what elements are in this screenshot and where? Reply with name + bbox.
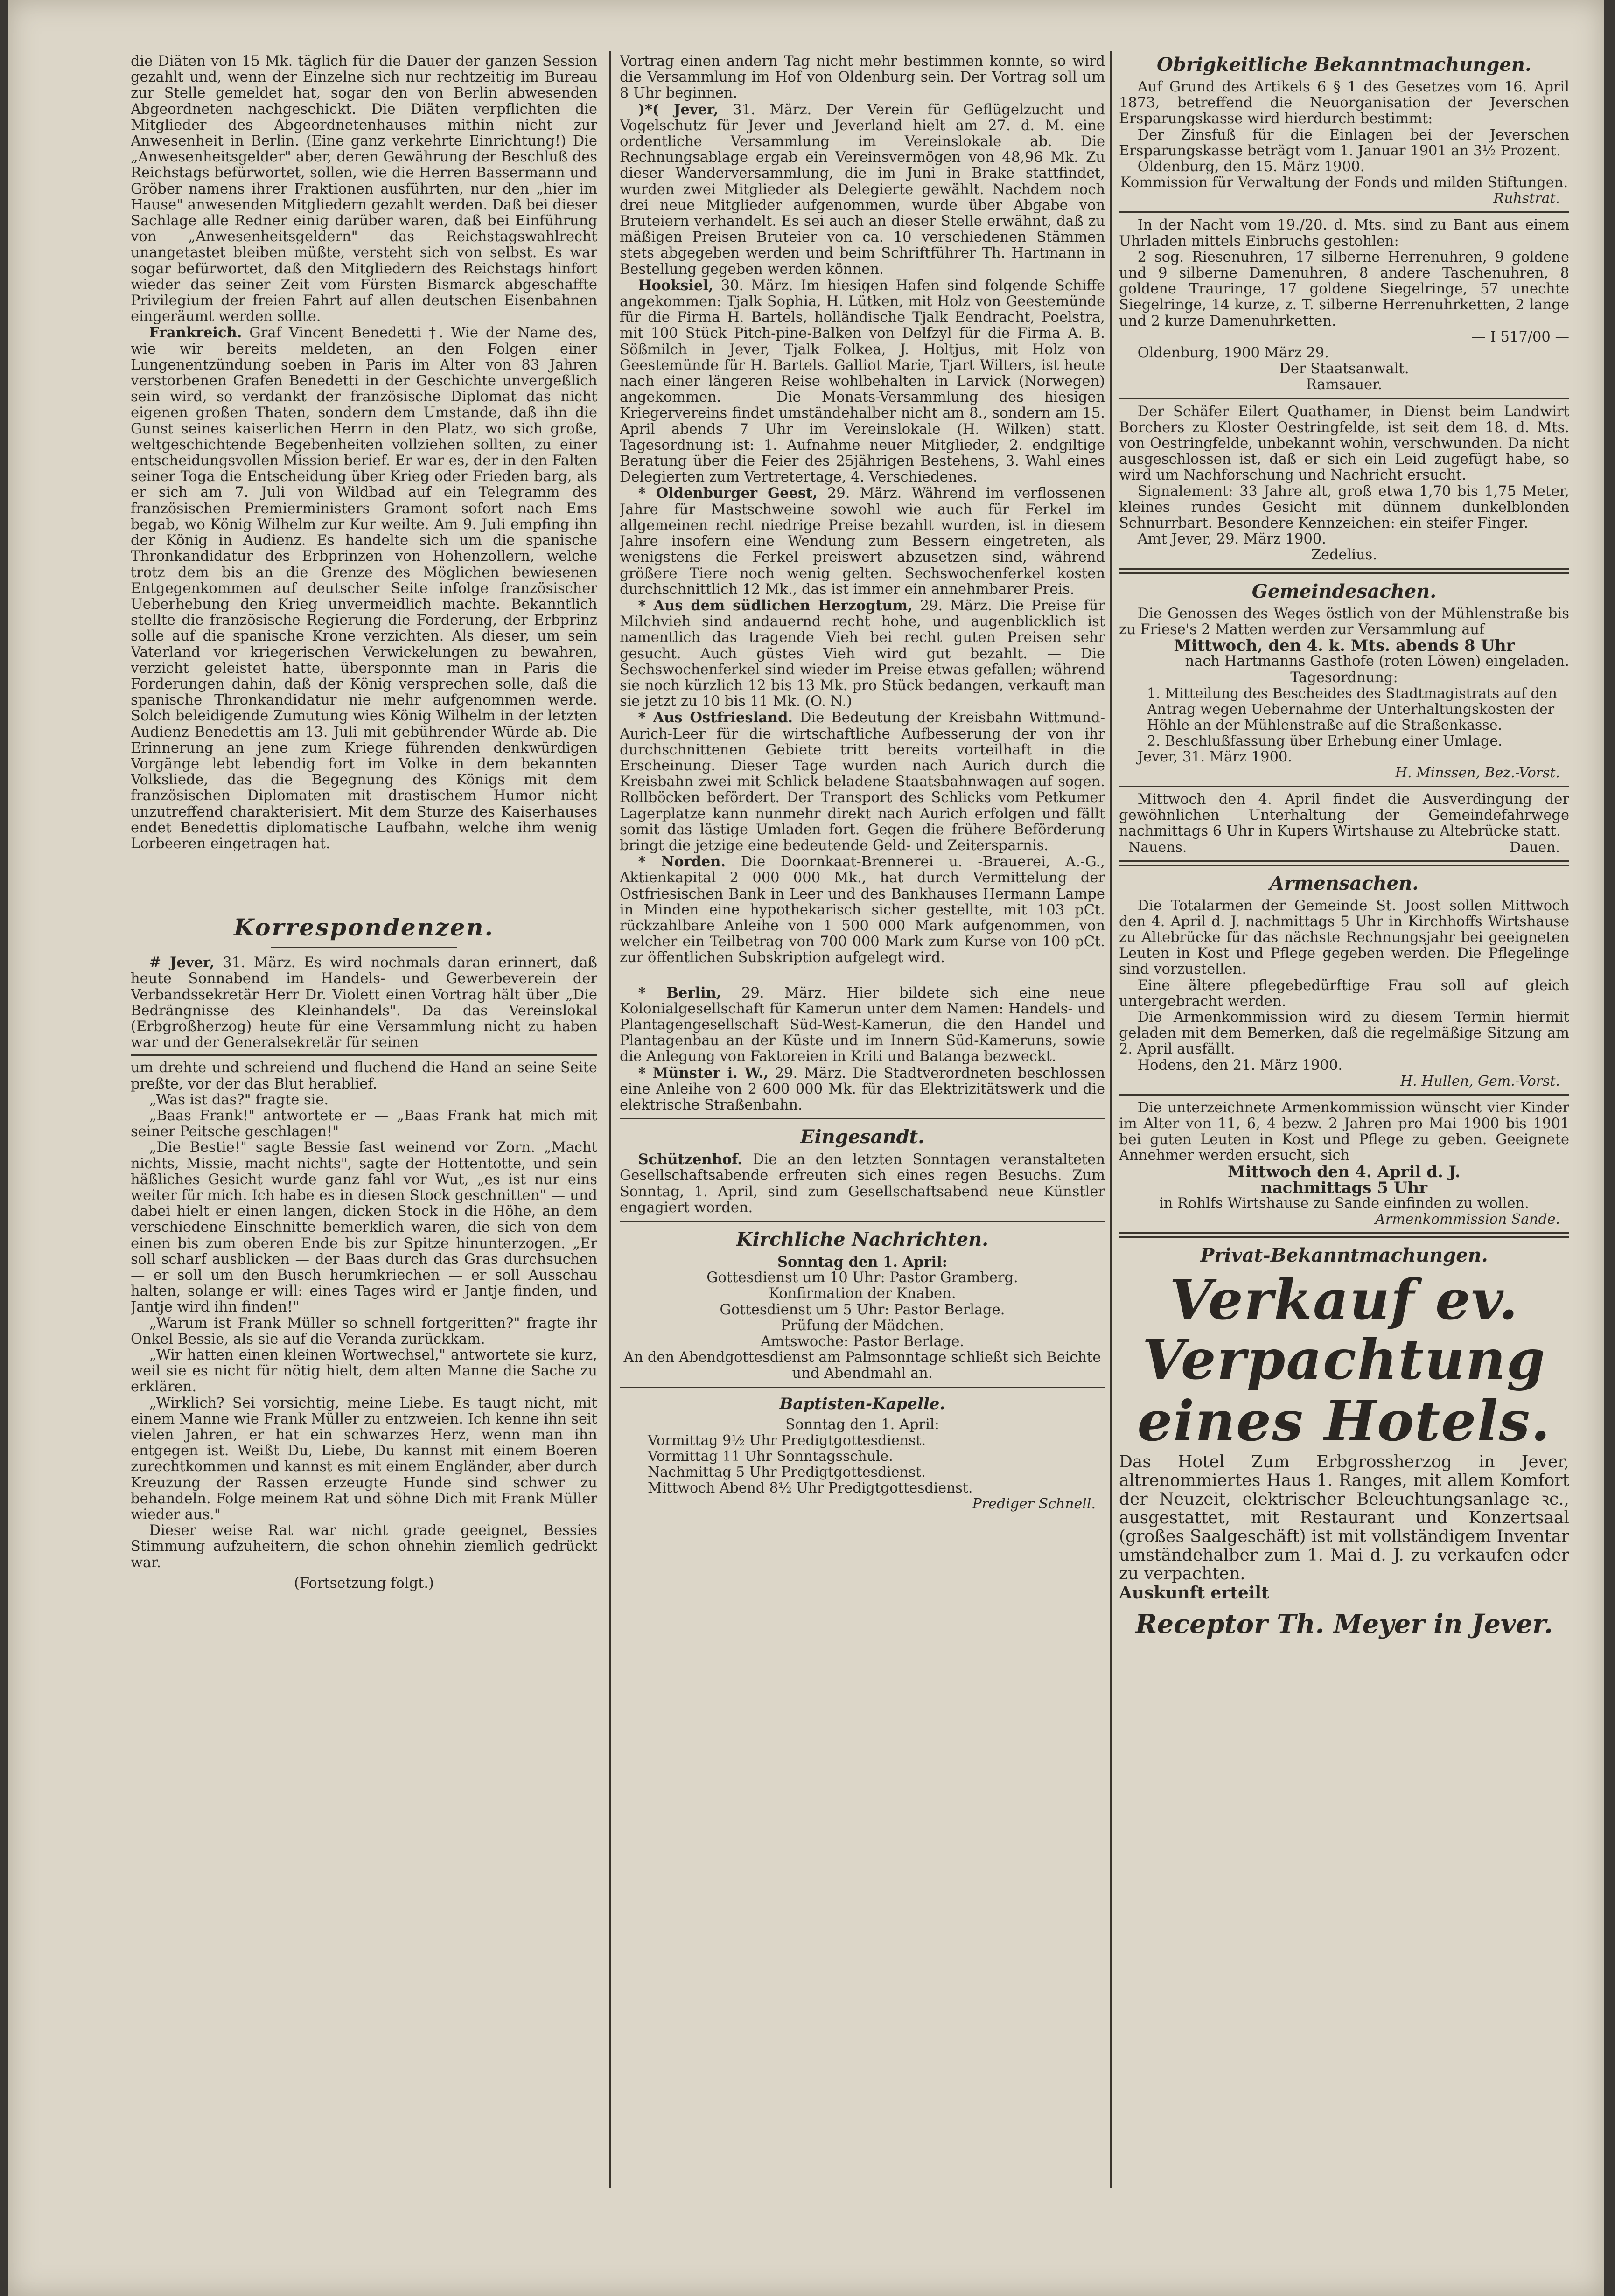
article-jever-vortrag (131, 955, 597, 1051)
section-heading-korrespondenzen: Korrespondenzen. (233, 914, 495, 942)
notice-text: Die unterzeichnete Armenkommission wünscht vier Kinder im Alter von 11, 6, 4 bezw. 2 Jahren pro Mai 1900 bis 1901 bei guten Leuten in Kost und Pflege zu geben. Geeignete Annehmer werden ersucht, sich (1119, 1099, 1569, 1164)
notice-signature: Ramsauer. (1306, 377, 1383, 393)
list-item: 2. Beschlußfassung über Erhebung einer Umlage. (1147, 733, 1503, 749)
article-lead: * Norden. (638, 853, 726, 871)
notice-text: Eine ältere pflegebedürftige Frau soll auf gleich untergebracht werden. (1119, 977, 1569, 1010)
list-item: Vormittag 11 Uhr Sonntagsschule. (648, 1448, 893, 1465)
bapt-signature: Prediger Schnell. (972, 1495, 1096, 1512)
article-ostfriesland (620, 710, 1105, 854)
serial-text: „Wir hatten einen kleinen Wortwechsel," antwortete sie kurz, weil sie es nicht für nötig hielt, dem alten Manne die Sache zu erklären. (131, 1347, 597, 1396)
notice-text: Signalement: 33 Jahre alt, groß etwa 1,70 bis 1,75 Meter, kleines rundes Gesicht mit dünnem dunkelblonden Schnurrbart. Besondere Kennzeichen: ein steifer Finger. (1119, 483, 1569, 532)
article-lead: * Aus dem südlichen Herzogtum, (638, 597, 913, 614)
article-body: 31. März. Der Verein für Geflügelzucht und Vogelschutz für Jever und Jeverland hielt am 27. d. M. eine ordentliche Versammlung im Vereinslokale ab. Die Rechnungsablage ergab ein Vereinsvermögen von 48,96 Mk. Zu dieser Wanderversammlung, die im Juni in Brake stattfindet, wurden zwei Mitglieder als Delegierte gewählt. Nachdem noch drei neue Mitglieder aufgenommen, wurde über Abgabe von Bruteiern verhandelt. Es sei auch an dieser Stelle erwähnt, daß zu mäßigen Preisen Bruteier von ca. 10 verschiedenen Stämmen stets abgegeben werden und beim Schriftführer Th. Hartmann in Bestellung gegeben werden können. (620, 101, 1105, 278)
article-frankreich (131, 325, 597, 852)
article-body: Die Doornkaat-Brennerei u. -Brauerei, A.-G., Aktienkapital 2 000 000 Mk., hat durch Vermittelung der Ostfriesischen Bank in Leer und des Bankhauses Hermann Lampe in Minden eine hypothekarisch sicher gestellte, mit 103 pCt. rückzahlbare Anleihe von 1 500 000 Mark aufgenommen, von welcher ein Teilbetrag von 700 000 Mark zum Kurse von 100 pCt. zur öffentlichen Subskription aufgelegt wird. (620, 854, 1105, 966)
article-body: Graf Vincent Benedetti †. Wie der Name des, wie wir bereits meldeten, an den Folgen einer Lungenentzündung soeben in Paris im Alter von 83 Jahren verstorbenen Grafen Benedetti in der Geschichte unvergeßlich sein wird, so verdankt der französische Diplomat das nicht eigenen großen Thaten, sondern dem Umstande, daß ihn die Gunst seines kaiserlichen Herrn in den Platz, wo sich große, weltgeschichtende Begebenheiten vollziehen sollten, zu einer entscheidungsvollen Mission berief. Er war es, der in den Falten seiner Toga die Entscheidung über Krieg oder Frieden barg, als er sich am 7. Juli von Wildbad auf ein Telegramm des französischen Premierministers Gramont sofort nach Ems begab, wo König Wilhelm zur Kur weilte. Am 9. Juli empfing ihn der König in Audienz. Es handelte sich um die spanische Thronkandidatur des Erbprinzen von Hohenzollern, welche trotz dem bis an die Grenze des Möglichen bewiesenen Entgegenkommen auf deutscher Seite infolge französischer Ueberhebung den Krieg unvermeidlich machte. Bekanntlich stellte die französische Regierung die Forderung, der Erbprinz solle auf die spanische Krone verzichten. Als dieser, um sein Vaterland vor kriegerischen Verwickelungen zu bewahren, verzicht geleistet hatte, übersponnte man in Paris die Forderungen dahin, daß der König versprechen solle, daß die spanische Thronkandidatur nie mehr aufgenommen werde. Solch beleidigende Zumutung wies König Wilhelm in der letzten Audienz Benedettis am 13. Juli mit gebührender Würde ab. Die Erinnerung an jene zum Kriege führenden denkwürdigen Vorgänge lebt lebendig fort im Volke in dem bekannten Volksliede, das die Begegnung des Königs mit dem französischen Diplomaten mit drastischem Humor nicht unzutreffend charakterisiert. Mit dem Sturze des Kaiserhauses endet Benedettis diplomatische Laufbahn, welche ihm wenig Lorbeeren eingetragen hat. (131, 325, 597, 852)
article-lead: * Oldenburger Geest, (638, 485, 818, 502)
notice-signature: H. Hullen, Gem.-Vorst. (1400, 1073, 1560, 1089)
article-lead: Hooksiel, (638, 277, 713, 294)
list-item: Prüfung der Mädchen. (781, 1317, 944, 1334)
section-heading-baptisten: Baptisten-Kapelle. (779, 1394, 945, 1413)
notice-authority: Kommission für Verwaltung der Fonds und milden Stiftungen. (1120, 174, 1568, 191)
article-lead: * Berlin, (638, 984, 721, 1001)
article-oldenburger-geest (620, 485, 1105, 597)
article-diaeten: die Diäten von 15 Mk. täglich für die Dauer der ganzen Session gezahlt und, wenn der Einzelne sich nur rechtzeitig im Bureau zur Stelle gemeldet hat, sogar den von Berlin abwesenden Abgeordneten nachgeschickt. Die Diäten verpflichten die Mitglieder des Abgeordnetenhauses mithin nicht zur Anwesenheit in Berlin. (Eine ganz verkehrte Einrichtung!) Die „Anwesenheitsgelder" aber, deren Gewährung der Beschluß des Reichstags befürwortet, sollen, wie die Herren Bassermann und Gröber namens ihrer Fraktionen ausführten, nur den „hier im Hause" anwesenden Mitgliedern gezahlt werden. Daß bei dieser Sachlage alle Redner einig darüber waren, daß bei Einführung von „Anwesenheitsgeldern" das Reichstagswahlrecht unangetastet bleiben müßte, versteht sich von selbst. Es war sogar befürwortet, daß den Mitgliedern des Reichstags hinfort wieder das seiner Zeit vom Fürsten Bismarck abgeschaffte Privilegium der freien Fahrt auf allen deutschen Eisenbahnen eingeräumt werden sollte. (131, 54, 597, 325)
article-norden (620, 854, 1105, 966)
article-suedliches-herzogtum (620, 598, 1105, 710)
section-heading-kirchliche: Kirchliche Nachrichten. (736, 1228, 989, 1251)
notice-emphasis: Mittwoch den 4. April d. J. (1228, 1162, 1461, 1181)
kirch-list (620, 1270, 1105, 1382)
notice-signature: Armenkommission Sande. (1375, 1211, 1560, 1228)
notice-authority: Der Staatsanwalt. (1279, 361, 1409, 377)
notice-text: Mittwoch den 4. April findet die Ausverdingung der gewöhnlichen Unterhaltung der Gemeindefahrwege nachmittags 6 Uhr in Kupers Wirtshause zu Altebrücke statt. (1119, 791, 1569, 840)
ad-text: Das Hotel Zum Erbgrossherzog in Jever, altrenommiertes Haus 1. Ranges, mit allem Komfort der Neuzeit, elektrischer Beleuchtungsanlage ꝛc., ausgestattet, mit Restaurant und Konzertsaal (großes Saalgeschäft) ist mit vollständigem Inventar umständehalber zum 1. Mai d. J. zu verkaufen oder zu verpachten. (1119, 1452, 1569, 1584)
notice-date: Oldenburg, den 15. März 1900. (1137, 159, 1365, 175)
serial-text: „Wirklich? Sei vorsichtig, meine Liebe. Es taugt nicht, mit einem Manne wie Frank Müller zu entzweien. Ich kenne ihn seit vielen Jahren, er hat ein schwarzes Herz, wenn man ihn entgegen ist. Weißt Du, Liebe, Du kannst mit einem Boeren zurechtkommen und kannst es mit einem Engländer, aber durch Kreuzung der Rassen erzeugte Hunde sind schwer zu behandeln. Folge meinem Rat und söhne Dich mit Frank Müller wieder aus." (131, 1395, 597, 1523)
notice-signature: Nauens. (1128, 839, 1187, 856)
list-item: Konfirmation der Knaben. (769, 1285, 956, 1302)
article-body: 29. März. Während im verflossenen Jahre für Mastschweine sowohl wie auch für Ferkel im allgemeinen recht niedrige Preise bezahlt wurden, ist in diesem Jahre insofern eine Wendung zum Bessern eingetreten, als wenigstens die Ferkel preiswert abzusetzen sind, während größere Tiere noch wenig gelten. Sechswochenferkel kosten durchschnittlich 12 Mk., das ist immer ein annehmbarer Preis. (620, 485, 1105, 598)
list-item: An den Abendgottesdienst am Palmsonntage schließt sich Beichte und Abendmahl an. (623, 1349, 1101, 1382)
column-divider (1110, 51, 1112, 2188)
notice-text: 2 sog. Riesenuhren, 17 silberne Herrenuhren, 9 goldene und 9 silberne Damenuhren, 8 andere Taschenuhren, 8 goldene Trauringe, 17 goldene Siegelringe, 57 unechte Siegelringe, 14 kurze, z. T. silberne Herrenuhrketten, 2 lange und 2 kurze Damenuhrketten. (1119, 249, 1569, 329)
kirch-date: Sonntag den 1. April: (777, 1254, 947, 1271)
notice-signatures (1119, 840, 1569, 856)
article-body: 31. März. Es wird nochmals daran erinnert, daß heute Sonnabend im Handels- und Gewerbeverein der Verbandssekretär Herr Dr. Violett einen Vortrag hält über „Die Bedrängnisse des Kleinhandels". Da das Vereinslokal (Erbgroßherzog) heute für eine Versammlung nicht zu haben war und der Generalsekretär für seinen (131, 955, 597, 1051)
column-middle (620, 54, 1105, 2200)
serial-text: „Warum ist Frank Müller so schnell fortgeritten?" fragte ihr Onkel Bessie, als sie auf die Veranda zurückkam. (131, 1315, 597, 1347)
notice-signature: Dauen. (1510, 839, 1560, 856)
notice-date: Hodens, den 21. März 1900. (1137, 1057, 1343, 1074)
article-lead: )*( Jever, (638, 101, 719, 118)
column-divider (609, 51, 611, 2188)
section-heading-privat: Privat-Bekanntmachungen. (1200, 1244, 1488, 1267)
agenda-list (1119, 686, 1569, 749)
article-body: 29. März. Hier bildete sich eine neue Kolonialgesellschaft für Kamerun unter dem Namen: Handels- und Plantagengesellschaft Süd-West-Kamerun, die den Handel und Plantagenbau an der Küste und im Innern Süd-Kameruns, sowie die Anlegung von Faktoreien in Kriti und Batanga bezweckt. (620, 984, 1105, 1065)
article-muenster (620, 1065, 1105, 1114)
list-item: Vormittag 9½ Uhr Predigtgottesdienst. (648, 1432, 926, 1449)
list-item: Gottesdienst um 10 Uhr: Pastor Gramberg. (706, 1270, 1018, 1286)
notice-signature: Ruhstrat. (1493, 190, 1560, 207)
section-heading-armensachen: Armensachen. (1269, 872, 1419, 894)
article-lead: * Münster i. W., (638, 1064, 769, 1082)
serial-text: „Baas Frank!" antwortete er — „Baas Frank hat mich mit seiner Peitsche geschlagen!" (131, 1107, 597, 1140)
notice-agenda-title: Tagesordnung: (1290, 669, 1398, 686)
article-body: Die Bedeutung der Kreisbahn Wittmund-Aurich-Leer für die wirtschaftliche Aufbesserung der von ihr durchschnittenen Gebiete tritt bereits vorteilhaft in die Erscheinung. Dieser Tage wurden nach Aurich durch die Kreisbahn zwei mit Schlick beladene Staatsbahnwagen auf sogen. Rollböcken befördert. Der Transport des Schlicks vom Petkumer Lagerplatze kann nunmehr direkt nach Aurich erfolgen und fällt somit das lästige Umladen fort. Gegen die frühere Beförderung bringt die jetzige eine bedeutende Geld- und Zeitersparnis. (620, 710, 1105, 854)
notice-text: Die Armenkommission wird zu diesem Termin hiermit geladen mit dem Bemerken, daß die regelmäßige Sitzung am 2. April ausfällt. (1119, 1009, 1569, 1058)
notice-text: in Rohlfs Wirtshause zu Sande einfinden zu wollen. (1159, 1195, 1529, 1212)
notice-text: Auf Grund des Artikels 6 § 1 des Gesetzes vom 16. April 1873, betreffend die Neuorganisation der Jeverschen Ersparungskasse wird hierdurch bestimmt: (1119, 79, 1569, 127)
section-heading-obrigkeitliche: Obrigkeitliche Bekanntmachungen. (1157, 54, 1531, 76)
notice-text: Die Totalarmen der Gemeinde St. Joost sollen Mittwoch den 4. April d. J. nachmittags 5 Uhr in Kirchhoffs Wirtshause zu Altebrücke für das nächste Rechnungsjahr bei geeigneten Leuten in Kost und Pflege gegeben werden. Die Pflegelinge sind vorzustellen. (1119, 897, 1569, 978)
serial-text: Dieser weise Rat war nicht grade geeignet, Bessies Stimmung aufzuheitern, die schon ohnehin ziemlich gedrückt war. (131, 1522, 597, 1571)
section-heading-gemeindesachen: Gemeindesachen. (1251, 580, 1437, 602)
notice-date: Amt Jever, 29. März 1900. (1137, 531, 1326, 548)
bapt-list (620, 1433, 1105, 1496)
ad-auskunft: Auskunft erteilt (1119, 1583, 1269, 1603)
notice-text: nach Hartmanns Gasthofe (roten Löwen) eingeladen. (1185, 653, 1569, 670)
bapt-date: Sonntag den 1. April: (785, 1416, 939, 1433)
list-item: Amtswoche: Pastor Berlage. (760, 1333, 965, 1350)
list-item: Nachmittag 5 Uhr Predigtgottesdienst. (648, 1464, 926, 1480)
serial-continuation: (Fortsetzung folgt.) (294, 1575, 434, 1591)
article-lead: Frankreich. (149, 324, 242, 342)
article-body: Die an den letzten Sonntagen veranstalteten Gesellschaftsabende erfreuten sich eines regen Besuchs. Zum Sonntag, 1. April, sind zum Gesellschaftsabend neue Künstler engagiert worden. (620, 1151, 1105, 1216)
article-hooksiel (620, 278, 1105, 486)
article-body: 30. März. Im hiesigen Hafen sind folgende Schiffe angekommen: Tjalk Sophia, H. Lütken, mit Holz von Geestemünde für die Firma H. Bartels, holländische Tjalk Eendracht, Poelstra, mit 100 Stück Pitch-pine-Balken von Delfzyl für die Firma A. B. Sößmilch in Jever, Tjalk Folkea, J. Holtjus, mit Holz von Geestemünde für H. Bartels. Galliot Marie, Tjart Wilters, ist heute nach einer längeren Reise wohlbehalten in Larvick (Norwegen) angekommen. — Die Monats-Versammlung des hiesigen Kriegervereins findet umständehalber nicht am 8., sondern am 15. April abends 7 Uhr im Vereinslokale (H. Wilken) statt. Tagesordnung ist: 1. Aufnahme neuer Mitglieder, 2. endgiltige Beratung über die Feier des 25jährigen Bestehens, 3. Wahl eines Delegierten zum Vertretertage, 4. Verschiedenes. (620, 277, 1105, 486)
notice-signature: H. Minssen, Bez.-Vorst. (1395, 764, 1560, 781)
article-lead: Schützenhof. (638, 1151, 742, 1168)
ad-title: Verkauf ev. Verpachtung (1142, 1267, 1546, 1392)
notice-date: Jever, 31. März 1900. (1137, 748, 1293, 765)
article-lead: # Jever, (149, 954, 215, 971)
list-item: 1. Mitteilung des Bescheides des Stadtmagistrats auf den Antrag wegen Uebernahme der Unterhaltungskosten der Höhle an der Mühlenstraße auf die Straßenkasse. (1147, 685, 1557, 733)
ad-contact: Receptor Th. Meyer in Jever. (1135, 1609, 1553, 1640)
article-body: 29. März. Die Stadtverordneten beschlossen eine Anleihe von 2 600 000 Mk. für das Elektrizitätswerk und die elektrische Straßenbahn. (620, 1065, 1105, 1113)
column-right (1119, 54, 1569, 2200)
notice-text: Der Schäfer Eilert Quathamer, in Dienst beim Landwirt Borchers zu Kloster Oestringfelde, ist seit dem 18. d. Mts. von Oestringfelde, unbekannt wohin, verschwunden. Da nicht ausgeschlossen ist, daß er sich ein Leid zugefügt habe, so wird um Nachforschung und Nachricht ersucht. (1119, 403, 1569, 484)
article-text: Vortrag einen andern Tag nicht mehr bestimmen konnte, so wird die Versammlung im Hof von Oldenburg sein. Der Vortrag soll um 8 Uhr beginnen. (620, 54, 1105, 102)
list-item: Mittwoch Abend 8½ Uhr Predigtgottesdienst. (648, 1479, 973, 1496)
list-item: Gottesdienst um 5 Uhr: Pastor Berlage. (720, 1301, 1005, 1318)
section-heading-eingesandt: Eingesandt. (800, 1126, 925, 1148)
newspaper-page (8, 0, 1604, 2296)
notice-emphasis: Mittwoch, den 4. k. Mts. abends 8 Uhr (1174, 636, 1515, 656)
column-left (131, 54, 597, 2200)
notice-text: Der Zinsfuß für die Einlagen bei der Jeverschen Ersparungskasse beträgt vom 1. Januar 1901 an 3½ Prozent. (1119, 126, 1569, 159)
notice-reference: — I 517/00 — (1471, 328, 1569, 345)
article-schuetzenhof (620, 1151, 1105, 1216)
serial-text: „Was ist das?" fragte sie. (149, 1091, 329, 1108)
serial-text: um drehte und schreiend und fluchend die Hand an seine Seite preßte, vor der das Blut herablief. (131, 1060, 597, 1092)
serial-text: „Die Bestie!" sagte Bessie fast weinend vor Zorn. „Macht nichts, Missie, macht nichts", sagte der Hottentotte, und sein häßliches Gesicht wurde ganz fahl vor Wut, „es ist nur eins weiter für mich. Ich habe es in diesen Stock geschnitten" — und dabei hielt er einen langen, dicken Stock in die Höhe, an dem verschiedene Einschnitte bemerklich waren, die sich von dem einen bis zum oberen Ende bis zur Spitze hinunterzogen. „Er soll scharf ausblicken — der Baas durch das Gras durchsuchen — er soll um den Busch herumkriechen — er soll Ausschau halten, solange er will: eines Tages wird er Jantje finden, und Jantje wird ihn finden!" (131, 1139, 597, 1316)
ad-title: eines Hotels. (1137, 1389, 1551, 1454)
notice-signature: Zedelius. (1311, 547, 1377, 564)
article-jever-gefluegel (620, 102, 1105, 278)
notice-emphasis: nachmittags 5 Uhr (1260, 1178, 1428, 1197)
article-body: 29. März. Die Preise für Milchvieh sind andauernd recht hohe, und augenblicklich ist namentlich das tragende Vieh bei recht guten Preisen sehr gesucht. Auch güstes Vieh wird gut bezahlt. — Die Sechswochenferkel sind wieder im Preise etwas gefallen; während sie noch kürzlich 12 bis 13 Mk. pro Stück bedangen, verkauft man sie jetzt zu 10 bis 11 Mk. (O. N.) (620, 597, 1105, 710)
notice-date: Oldenburg, 1900 März 29. (1137, 345, 1329, 362)
notice-text: In der Nacht vom 19./20. d. Mts. sind zu Bant aus einem Uhrladen mittels Einbruchs gestohlen: (1119, 217, 1569, 250)
article-lead: * Aus Ostfriesland. (638, 709, 793, 726)
article-berlin (620, 985, 1105, 1065)
notice-text: Die Genossen des Weges östlich von der Mühlenstraße bis zu Friese's 2 Matten werden zur Versammlung auf (1119, 605, 1569, 638)
